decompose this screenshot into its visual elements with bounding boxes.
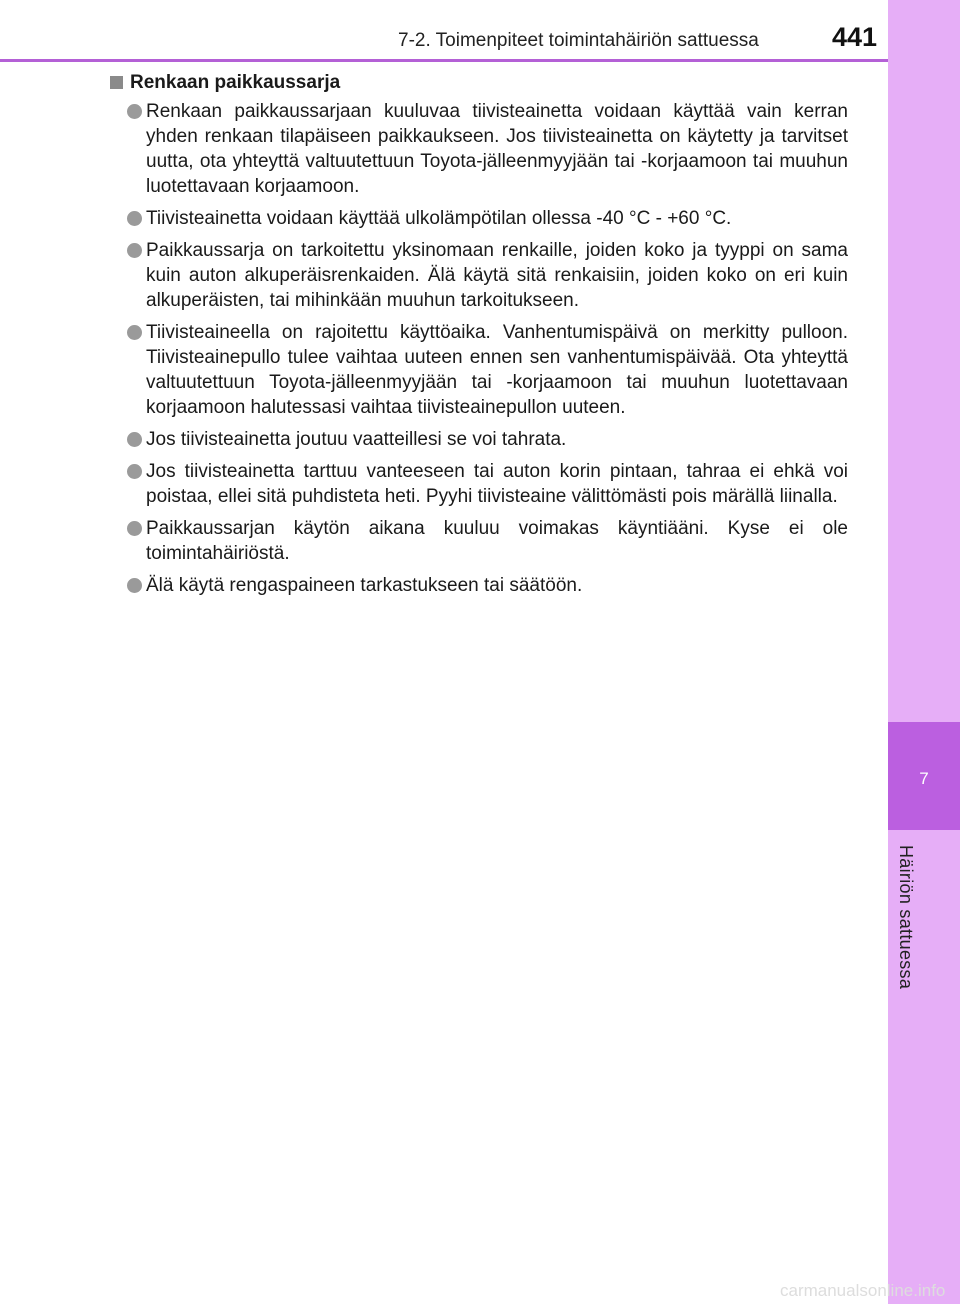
watermark: carmanualsonline.info	[780, 1281, 946, 1300]
header-divider	[0, 59, 888, 62]
page-number: 441	[832, 22, 878, 52]
section-heading	[110, 70, 848, 95]
bullet-icon	[127, 104, 142, 119]
bullet-icon	[127, 325, 142, 340]
list-item	[110, 99, 848, 199]
list-item	[110, 573, 848, 598]
list-item-text: Paikkaussarja on tarkoitettu yksinomaan renkaille, joiden koko ja tyyppi on sama kuin auton alkuperäisrenkaiden. Älä käytä sitä renkaisiin, joiden koko on eri kuin alkuperäisten, tai mihinkään muuhun tarkoitukseen.	[146, 240, 848, 311]
bullet-icon	[127, 521, 142, 536]
list-item-text: Tiivisteaineella on rajoitettu käyttöaika. Vanhentumispäivä on merkitty pulloon. Tiivisteainepullo tulee vaihtaa uuteen ennen sen vanhentumispäivää. Ota yhteyttä valtuutettuun Toyota-jälleenmyyjään tai -korjaamoon tai muuhun luotettavaan korjaamoon halutessasi vaihtaa tiivisteainepullon uuteen.	[146, 322, 848, 418]
side-tab	[888, 0, 960, 1304]
list-item	[110, 238, 848, 313]
list-item-text: Jos tiivisteainetta joutuu vaatteillesi se voi tahrata.	[146, 429, 567, 450]
list-item-text: Tiivisteainetta voidaan käyttää ulkolämpötilan ollessa -40 °C - +60 °C.	[146, 208, 732, 229]
chapter-number: 7	[919, 769, 929, 788]
bullet-icon	[127, 464, 142, 479]
section-heading-text: Renkaan paikkaussarja	[130, 72, 341, 93]
bullet-icon	[127, 578, 142, 593]
list-item-text: Jos tiivisteainetta tarttuu vanteeseen tai auton korin pintaan, tahraa ei ehkä voi poistaa, ellei sitä puhdisteta heti. Pyyhi tiivisteaine välittömästi pois märällä liinalla.	[146, 461, 848, 507]
main-content	[110, 70, 848, 605]
header-title: 7-2. Toimenpiteet toimintahäiriön sattuessa	[398, 30, 759, 51]
list-item-text: Paikkaussarjan käytön aikana kuuluu voimakas käyntiääni. Kyse ei ole toimintahäiriöstä.	[146, 518, 848, 564]
chapter-label: Häiriön sattuessa	[896, 845, 916, 990]
list-item	[110, 320, 848, 420]
list-item	[110, 206, 848, 231]
list-item	[110, 516, 848, 566]
list-item	[110, 427, 848, 452]
list-item-text: Renkaan paikkaussarjaan kuuluvaa tiivisteainetta voidaan käyttää vain kerran yhden renkaan tilapäiseen paikkaukseen. Jos tiivisteainetta on käytetty ja tarvitset uutta, ota yhteyttä valtuutettuun Toyota-jälleenmyyjään tai -korjaamoon tai muuhun luotettavaan korjaamoon.	[146, 101, 848, 197]
square-bullet-icon	[110, 76, 123, 89]
list-item	[110, 459, 848, 509]
chapter-tab[interactable]	[888, 722, 960, 830]
bullet-icon	[127, 432, 142, 447]
bullet-icon	[127, 243, 142, 258]
list-item-text: Älä käytä rengaspaineen tarkastukseen tai säätöön.	[146, 575, 583, 596]
bullet-icon	[127, 211, 142, 226]
